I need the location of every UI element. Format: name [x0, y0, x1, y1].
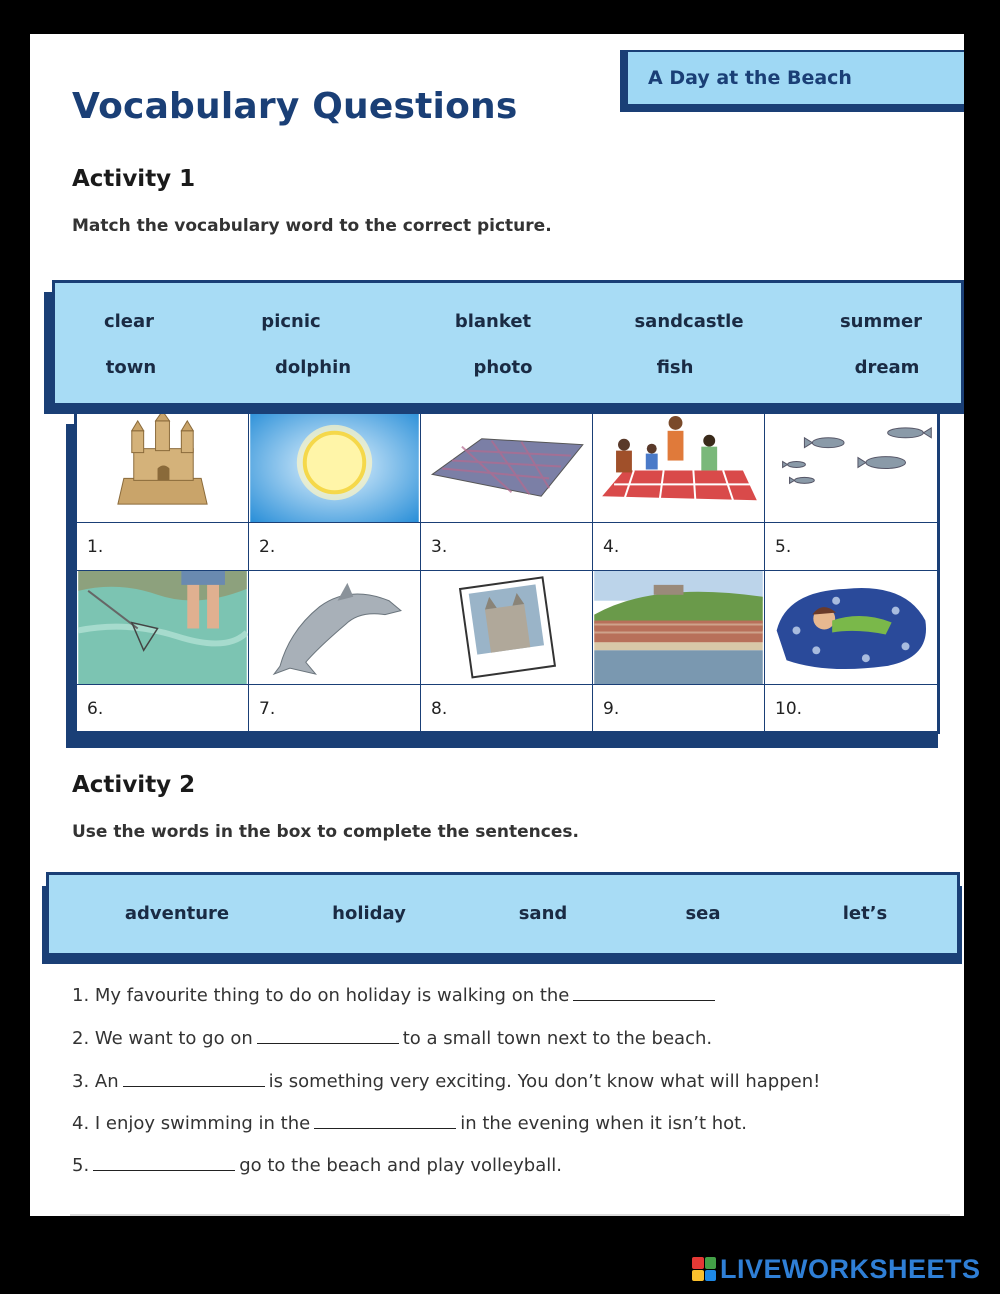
picture-number: 8. — [421, 685, 593, 733]
photo-icon — [421, 571, 592, 684]
picture-number: 7. — [249, 685, 421, 733]
logo-mark-icon — [692, 1257, 716, 1281]
vocab-word: sandcastle — [634, 311, 744, 332]
picture-cell[interactable] — [593, 571, 765, 685]
vocab-word: dolphin — [274, 357, 352, 378]
activity-1-instruction: Match the vocabulary word to the correct picture. — [72, 216, 552, 236]
dream-icon — [765, 571, 937, 684]
picture-cell[interactable] — [249, 571, 421, 685]
vocab-word: photo — [473, 357, 533, 378]
word-box-1 — [52, 280, 964, 406]
picture-number: 6. — [77, 685, 249, 733]
vocab-word: picnic — [261, 311, 321, 332]
topic-tag-label: A Day at the Beach — [626, 50, 964, 106]
picture-number: 3. — [421, 523, 593, 571]
picture-cell[interactable] — [765, 409, 937, 523]
sentence-1 — [72, 984, 719, 1006]
page-title: Vocabulary Questions — [72, 86, 518, 127]
picture-number: 1. — [77, 523, 249, 571]
sun-icon — [249, 409, 420, 522]
word-box-2 — [46, 872, 960, 956]
picture-number: 2. — [249, 523, 421, 571]
answer-blank-5[interactable] — [93, 1154, 235, 1171]
sentence-5-end: go to the beach and play volleyball. — [239, 1155, 562, 1176]
clear-water-icon — [77, 571, 248, 684]
sentence-3 — [72, 1070, 820, 1092]
sentence-4-start: 4. I enjoy swimming in the — [72, 1113, 311, 1134]
sentence-4-end: in the evening when it isn’t hot. — [460, 1113, 747, 1134]
activity-1-heading: Activity 1 — [72, 166, 196, 192]
picture-cell[interactable] — [249, 409, 421, 523]
answer-blank-4[interactable] — [314, 1112, 456, 1129]
picture-grid — [74, 406, 940, 734]
answer-blank-3[interactable] — [123, 1070, 265, 1087]
picture-cell[interactable] — [765, 571, 937, 685]
worksheet-page — [30, 34, 964, 1216]
sentence-2 — [72, 1027, 712, 1049]
answer-blank-1[interactable] — [573, 984, 715, 1001]
sentence-3-end: is something very exciting. You don’t know what will happen! — [268, 1071, 821, 1092]
fill-word: holiday — [332, 903, 406, 924]
sentence-2-start: 2. We want to go on — [72, 1028, 253, 1049]
sentence-4 — [72, 1112, 747, 1134]
fill-word: let’s — [842, 903, 888, 924]
sentence-2-end: to a small town next to the beach. — [402, 1028, 713, 1049]
activity-2-instruction: Use the words in the box to complete the sentences. — [72, 822, 579, 842]
town-icon — [593, 571, 764, 684]
footer-divider — [70, 1214, 950, 1216]
picture-cell[interactable] — [421, 409, 593, 523]
picture-number: 4. — [593, 523, 765, 571]
picture-cell[interactable] — [77, 571, 249, 685]
dolphin-icon — [249, 571, 420, 684]
sentence-5 — [72, 1154, 562, 1176]
vocab-word: blanket — [454, 311, 532, 332]
answer-blank-2[interactable] — [257, 1027, 399, 1044]
logo-text: LIVEWORKSHEETS — [720, 1253, 981, 1284]
activity-2-heading: Activity 2 — [72, 772, 196, 798]
vocab-word: dream — [854, 357, 920, 378]
fill-word: adventure — [124, 903, 230, 924]
sentence-1-text: 1. My favourite thing to do on holiday is walking on the — [72, 985, 570, 1006]
vocab-word: summer — [839, 311, 923, 332]
liveworksheets-logo[interactable] — [692, 1254, 981, 1284]
fish-icon — [765, 409, 937, 522]
picture-number: 10. — [775, 699, 803, 719]
topic-tag — [620, 50, 964, 112]
vocab-word: clear — [103, 311, 155, 332]
picture-number: 9. — [593, 685, 765, 733]
picture-cell[interactable] — [421, 571, 593, 685]
blanket-icon — [421, 409, 592, 522]
picture-cell[interactable] — [593, 409, 765, 523]
vocab-word: town — [105, 357, 157, 378]
fill-word: sand — [518, 903, 568, 924]
picture-number: 5. — [765, 523, 937, 571]
sentence-3-start: 3. An — [72, 1071, 119, 1092]
vocab-word: fish — [656, 357, 694, 378]
picnic-icon — [593, 409, 764, 522]
fill-word: sea — [685, 903, 721, 924]
picture-cell[interactable] — [77, 409, 249, 523]
sandcastle-icon — [77, 409, 248, 522]
sentence-5-start: 5. — [72, 1155, 90, 1176]
